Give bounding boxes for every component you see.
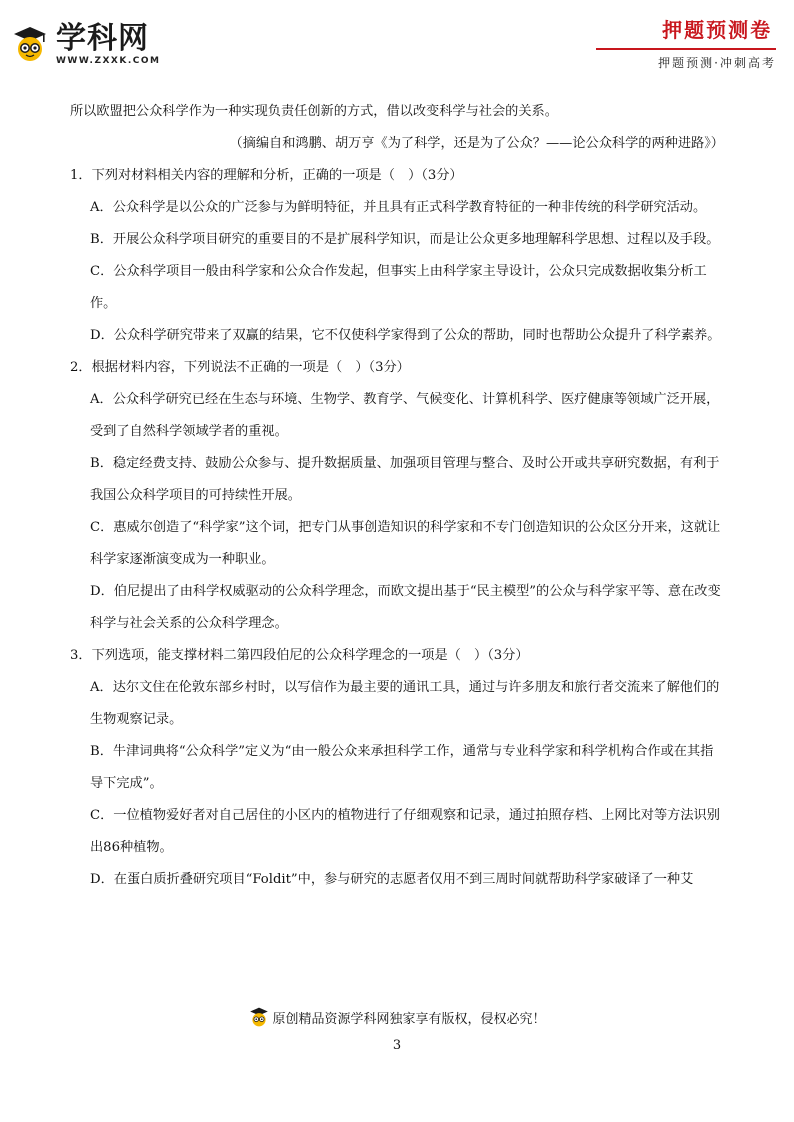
brand-subtitle: 押题预测·冲刺高考: [658, 56, 776, 70]
option-c: C．惠威尔创造了“科学家”这个词，把专门从事创造知识的科学家和不专门创造知识的公众区分开来，这就让科学家逐渐演变成为一种职业。: [90, 520, 721, 567]
owl-logo-icon: [248, 1006, 270, 1028]
logo-url: WWW.ZXXK.COM: [56, 56, 161, 66]
source-citation: （摘编自和鸿鹏、胡万亨《为了科学，还是为了公众？——论公众科学的两种进路》）: [229, 136, 724, 151]
copyright-footer: [0, 1006, 794, 1032]
question-1: [70, 160, 726, 352]
option-a: A．公众科学研究已经在生态与环境、生物学、教育学、气候变化、计算机科学、医疗健康等领域广泛开展，受到了自然科学领域学者的重视。: [90, 392, 720, 439]
option-d: D．伯尼提出了由科学权威驱动的公众科学理念，而欧文提出基于“民主模型”的公众与科学家平等、意在改变科学与社会关系的公众科学理念。: [90, 584, 721, 631]
question-stem: 3．下列选项，能支撑材料二第四段伯尼的公众科学理念的一项是（ ）（3分）: [70, 648, 529, 663]
brand-title: 押题预测卷: [662, 18, 773, 42]
option-b: B．稳定经费支持、鼓励公众参与、提升数据质量、加强项目管理与整合、及时公开或共享研究数据，有利于我国公众科学项目的可持续性开展。: [90, 456, 720, 503]
option-b: B．牛津词典将“公众科学”定义为“由一般公众来承担科学工作，通常与专业科学家和科学机构合作或在其指导下完成”。: [90, 744, 714, 791]
question-3: [70, 640, 726, 896]
question-2: [70, 352, 726, 640]
site-logo[interactable]: [10, 21, 161, 66]
option-a: A．公众科学是以公众的广泛参与为鲜明特征，并且具有正式科学教育特征的一种非传统的科学研究活动。: [90, 200, 707, 215]
question-stem: 2．根据材料内容，下列说法不正确的一项是（ ）（3分）: [70, 360, 410, 375]
option-c: C．公众科学项目一般由科学家和公众合作发起，但事实上由科学家主导设计，公众只完成数据收集分析工作。: [90, 264, 707, 311]
owl-logo-icon: [10, 24, 50, 64]
brand-block: [658, 18, 776, 71]
copyright-notice: 原创精品资源学科网独家享有版权，侵权必究！: [272, 1011, 546, 1027]
option-d: D．公众科学研究带来了双赢的结果，它不仅使科学家得到了公众的帮助，同时也帮助公众提升了科学素养。: [90, 328, 721, 343]
brand-divider: [596, 48, 776, 50]
page-header: [0, 0, 794, 80]
page-number: 3: [392, 1038, 402, 1053]
option-d: D．在蛋白质折叠研究项目“Foldit”中，参与研究的志愿者仅用不到三周时间就帮助科学家破译了一种艾: [90, 872, 694, 887]
option-c: C．一位植物爱好者对自己居住的小区内的植物进行了仔细观察和记录，通过拍照存档、上网比对等方法识别出86种植物。: [90, 808, 720, 855]
intro-paragraph: 所以欧盟把公众科学作为一种实现负责任创新的方式，借以改变科学与社会的关系。: [70, 104, 558, 119]
question-stem: 1．下列对材料相关内容的理解和分析，正确的一项是（ ）（3分）: [70, 168, 463, 183]
option-b: B．开展公众科学项目研究的重要目的不是扩展科学知识，而是让公众更多地理解科学思想、过程以及手段。: [90, 232, 720, 247]
document-body: [70, 96, 726, 896]
option-a: A．达尔文住在伦敦东部乡村时，以写信作为最主要的通讯工具，通过与许多朋友和旅行者交流来了解他们的生物观察记录。: [90, 680, 720, 727]
logo-name: 学科网: [56, 21, 149, 56]
